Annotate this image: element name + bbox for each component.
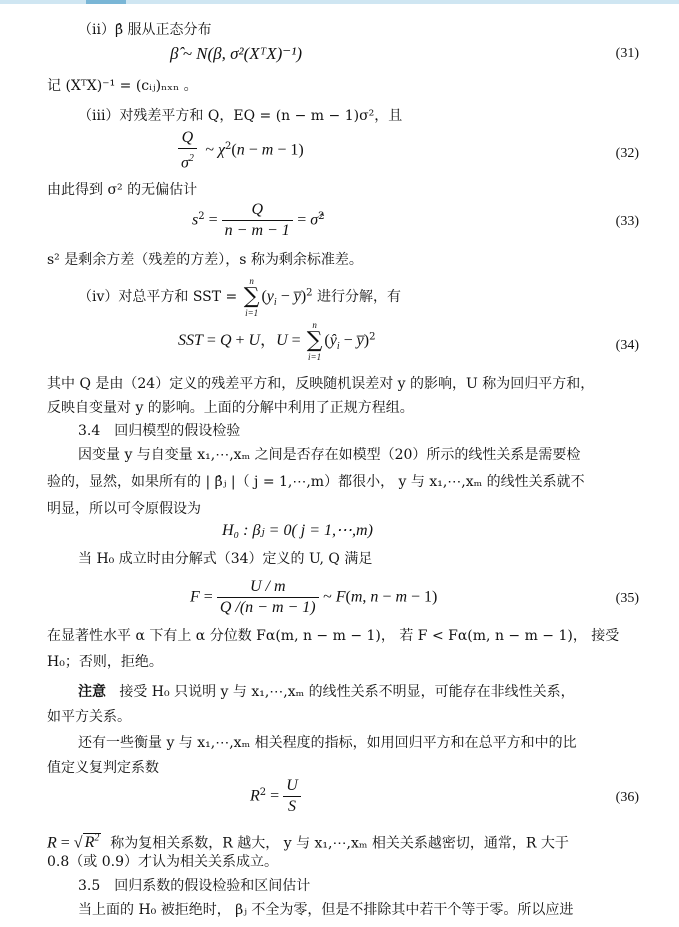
equation-36: $R^2$ = $\frac{U}{S}$ <box>250 776 301 817</box>
sum-symbol: n ∑ i=1 <box>306 320 323 362</box>
paragraph-residual-variance: s² 是剩余方差（残差的方差），s 称为剩余标准差。 <box>47 252 363 268</box>
top-bar <box>0 0 679 4</box>
section-3-5-heading: 3.5 回归系数的假设检验和区间估计 <box>78 878 311 894</box>
paragraph-h0-holds: 当 H₀ 成立时由分解式（34）定义的 U, Q 满足 <box>78 551 373 567</box>
equation-31: β̂ ~ N(β, σ²(XᵀX)⁻¹) <box>170 44 302 63</box>
equation-number-33: (33) <box>615 214 639 229</box>
item-iv: （iv）对总平方和 SST = n ∑ i=1 ($y_i$ − y̅)$^2$ 进行分解，有 <box>78 276 401 318</box>
paragraph-null-hypothesis: 明显，所以可令原假设为 <box>47 501 201 517</box>
paragraph-linear-relation: 因变量 y 与自变量 x₁,⋯,xₘ 之间是否存在如模型（20）所示的线性关系是需要检 <box>78 447 581 463</box>
equation-32: $\frac{Q}{\sigma^2}$ ~ $\chi^2(n - m - 1)$ <box>178 128 304 173</box>
paragraph-u-meaning: 反映自变量对 y 的影响。上面的分解中利用了正规方程组。 <box>47 400 414 416</box>
item-iii: （iii）对残差平方和 Q，EQ = (n − m − 1)σ²，且 <box>78 108 403 124</box>
item-iv-tail: 进行分解，有 <box>316 289 401 305</box>
equation-number-32: (32) <box>615 146 639 161</box>
paragraph-beta-small: 验的，显然，如果所有的 | β̂ⱼ |（ j = 1,⋯,m）都很小， y 与 x₁,⋯,xₘ 的线性关系就不 <box>47 474 585 490</box>
sum-symbol: n ∑ i=1 <box>243 276 260 318</box>
paragraph-unbiased: 由此得到 σ² 的无偏估计 <box>47 182 198 198</box>
multiple-correlation-text: 称为复相关系数，R 越大， y 与 x₁,⋯,xₘ 相关关系越密切，通常，R 大于 <box>110 835 569 852</box>
equation-35: F = $\frac{U / m}{Q /(n - m - 1)}$ ~ F(m, n − m − 1) <box>190 578 438 616</box>
equation-number-34: (34) <box>615 338 639 353</box>
item-ii: （ii）β̂ 服从正态分布 <box>78 22 212 38</box>
paragraph-threshold: 0.8（或 0.9）才认为相关关系成立。 <box>47 854 278 870</box>
note-paragraph <box>78 682 575 702</box>
paragraph-c-ij: 记 (XᵀX)⁻¹ = (cᵢⱼ)ₙₓₙ 。 <box>47 78 198 94</box>
note-label: 注意 <box>78 684 106 700</box>
equation-34: SST = Q + U，U = n ∑ i=1 ($ŷ_i$ − y̅)$^2$ <box>178 320 376 362</box>
paragraph-reject: H₀；否则，拒绝。 <box>47 654 163 670</box>
paragraph-multiple-correlation: R = √ $R^2$ 称为复相关系数，R 越大， y 与 x₁,⋯,xₘ 相关关系越密切，通常，R 大于 <box>47 833 569 852</box>
equation-33: $s^2$ = $\frac{Q}{n - m - 1}$ = σ̂$^2$ <box>192 201 325 239</box>
equation-number-31: (31) <box>615 46 639 61</box>
note-text: 接受 H₀ 只说明 y 与 x₁,⋯,xₘ 的线性关系不明显，可能存在非线性关系， <box>119 684 575 700</box>
paragraph-correlation-index: 还有一些衡量 y 与 x₁,⋯,xₘ 相关程度的指标，如用回归平方和在总平方和中的比 <box>78 735 577 751</box>
equation-number-35: (35) <box>615 591 639 606</box>
paragraph-r-squared-def: 值定义复判定系数 <box>47 760 159 776</box>
item-iv-lead: （iv）对总平方和 SST = <box>78 289 238 305</box>
section-3-4-heading: 3.4 回归模型的假设检验 <box>78 423 241 439</box>
equation-number-36: (36) <box>615 790 639 805</box>
paragraph-square-relation: 如平方关系。 <box>47 709 131 725</box>
paragraph-h0-rejected: 当上面的 H₀ 被拒绝时， βⱼ 不全为零，但是不排除其中若干个等于零。所以应进 <box>78 902 574 918</box>
paragraph-q-meaning: 其中 Q 是由（24）定义的残差平方和，反映随机误差对 y 的影响，U 称为回归平方和， <box>47 376 595 392</box>
paragraph-significance: 在显著性水平 α 下有上 α 分位数 Fα(m, n − m − 1)， 若 F < Fα(m, n − m − 1)， 接受 <box>47 628 620 644</box>
equation-h0: H₀ : βⱼ = 0( j = 1,⋯,m) <box>222 522 373 539</box>
